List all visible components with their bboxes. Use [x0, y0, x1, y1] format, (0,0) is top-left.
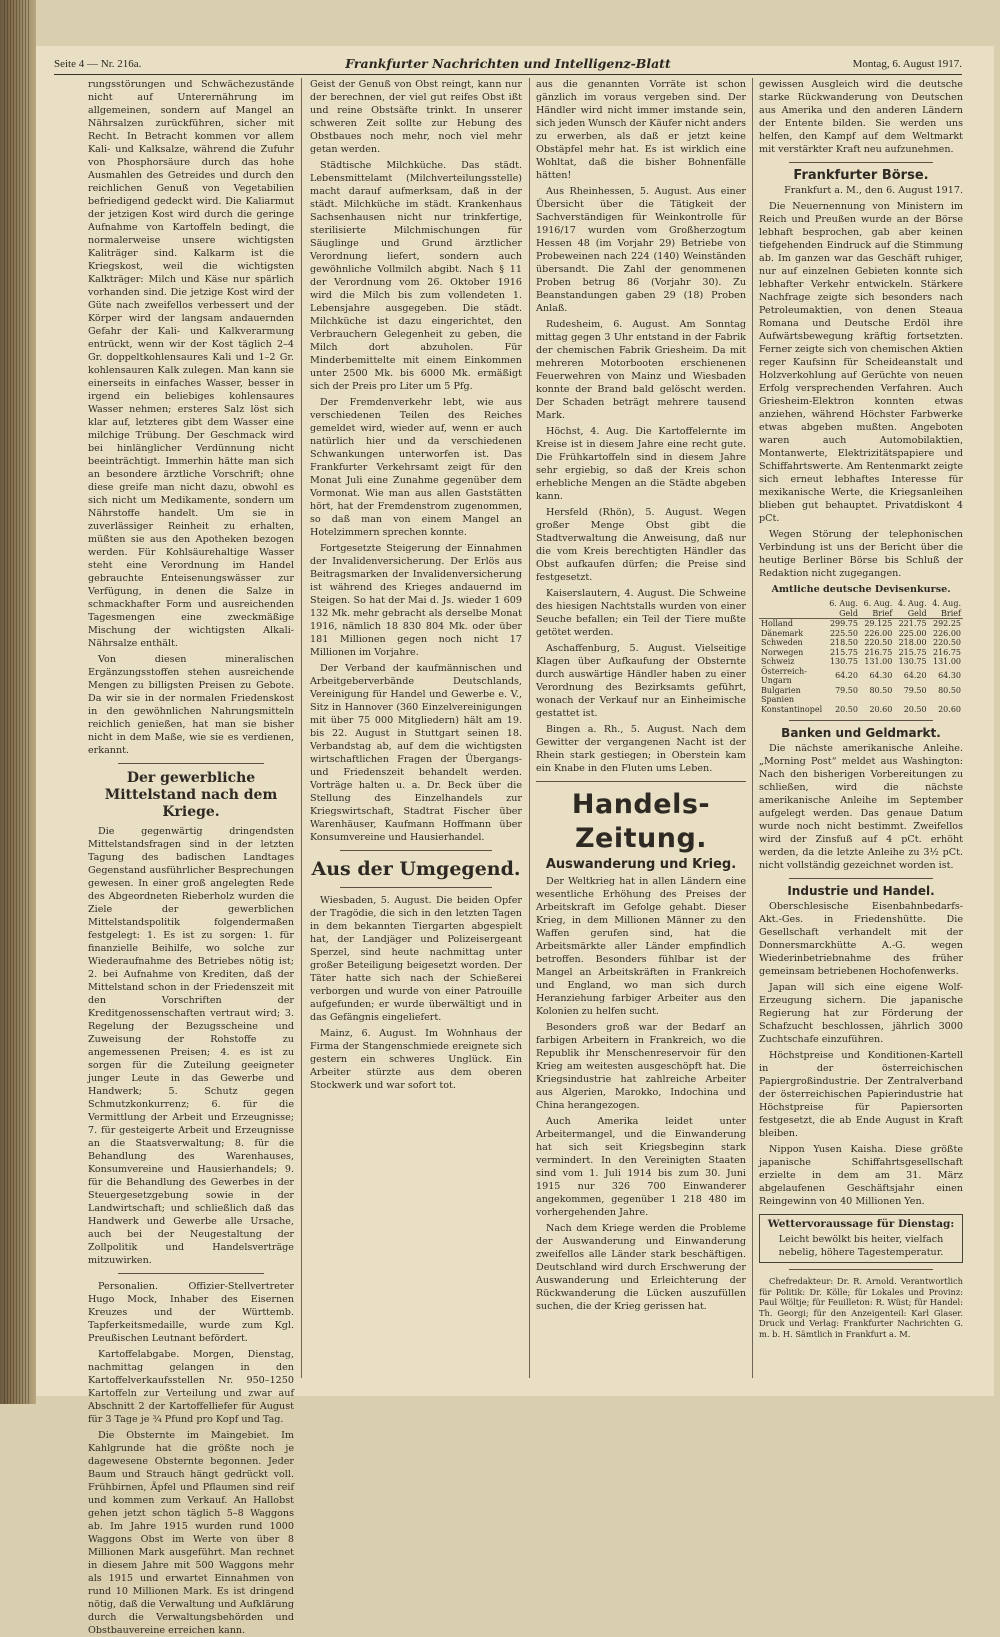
section-heading: Industrie und Handel.	[787, 884, 935, 898]
rate-cell: 20.50	[903, 704, 927, 714]
rate-cell: 215.75	[829, 647, 858, 657]
column-rule-3	[752, 78, 753, 1378]
divider	[340, 850, 492, 851]
rate-cell: 20.60	[938, 704, 961, 714]
rate-cell: 220.50	[864, 638, 893, 647]
column-rule-2	[529, 78, 530, 1378]
divider	[789, 1269, 933, 1270]
rate-cell: 20.50	[835, 704, 858, 714]
table-row	[759, 657, 963, 667]
divider	[340, 887, 492, 888]
rate-cell: 64.20	[903, 671, 927, 681]
currency-name-cell: Österreich-Ungarn	[761, 666, 807, 685]
news-item: Fortgesetzte Steigerung der Einnahmen der Invalidenversicherung. Der Erlös aus Beitragsmarken der Invalidenversicherung ist während des Krieges andauernd im Steigen. So hat der Mai d. Js. wieder 1 609 132 Mk. mehr gebracht als derselbe Monat 1916, nämlich 18 830 804 Mk. oder über 181 Millionen gegen noch nicht 17 Millionen im Vorjahre.	[310, 543, 522, 658]
currency-name-cell: Norwegen	[761, 647, 804, 657]
news-item: Aschaffenburg, 5. August. Vielseitige Klagen über Aufkaufung der Obsternte durch auswärtige Händler haben zu einer Verordnung des Bezirksamts geführt, wonach der Verkauf nur an Einheimische gestattet ist.	[536, 643, 746, 719]
rate-cell: 218.50	[829, 638, 858, 647]
table-header-row	[759, 599, 963, 619]
article-heading: Auswanderung und Krieg.	[545, 857, 737, 872]
rate-cell: 225.00	[898, 628, 927, 638]
rate-cell: 79.50	[835, 685, 858, 695]
rate-cell: 221.75	[898, 619, 927, 628]
news-item: Japan will sich eine eigene Wolf-Erzeugung sichern. Die japanische Regierung hat zur Förderung der Schafzucht beschlossen, jährlich 3000 Zuchtschafe einzuführen.	[759, 982, 963, 1045]
page-header	[54, 56, 962, 75]
news-item: Städtische Milchküche. Das städt. Lebensmittelamt (Milchverteilungsstelle) macht darauf aufmerksam, daß in der städt. Milchküche im städt. Krankenhaus Sachsenhausen nicht nur trinkfertige, sterilisierte Milchmischungen für Säuglinge und Grund ärztlicher Verordnung liefert, sondern auch gewöhnliche Vollmilch abgibt. Nach § 11 der Verordnung vom 26. Oktober 1916 wird die Milch bis zum vollendeten 1. Lebensjahre ausgegeben. Die städt. Milchküche ist dazu eingerichtet, den Verbrauchern Gelegenheit zu geben, die Milch dort abzuholen. Für Minderbemittelte mit einem Einkommen unter 2500 Mk. bis 6000 Mk. ermäßigt sich der Preis pro Liter um 5 Pfg.	[310, 160, 522, 392]
column-2	[310, 78, 522, 1378]
rate-cell: 80.50	[938, 685, 961, 695]
exchange-rates-body	[759, 619, 963, 715]
news-item: Wiesbaden, 5. August. Die beiden Opfer der Tragödie, die sich in den letzten Tagen in dem bekannten Tiergarten abgespielt hat, der Landjäger und Polizeisergeant Sperzel, sind heute nachmittag unter großer Beteiligung beigesetzt worden. Der Täter hatte sich nach der Schießerei verborgen und wurde von einer Patrouille aufgefunden; er wurde überwältigt und in das Gefängnis eingeliefert.	[310, 895, 522, 1023]
news-item: Aus Rheinhessen, 5. August. Aus einer Übersicht über die Tätigkeit der Sachverständigen für Weinkontrolle für 1916/17 wurden vom Großherzogtum Hessen 48 (im Vorjahr 29) Betriebe von Probeweinen nach 224 (140) Weinständen übersandt. Die Zahl der genommenen Proben betrug 86 (Vorjahr 30). Zu Beanstandungen gaben 29 (18) Proben Anlaß.	[536, 186, 746, 314]
rate-cell: 216.75	[933, 647, 961, 657]
rate-cell: 131.00	[933, 657, 961, 666]
rate-cell: 130.75	[898, 657, 927, 666]
table-row	[759, 619, 963, 629]
rate-cell: 216.75	[864, 647, 893, 657]
divider	[118, 1273, 264, 1274]
section-heading: Frankfurter Börse.	[793, 168, 929, 183]
rate-cell: 29.125	[864, 619, 893, 628]
currency-name-cell: Schweden	[761, 638, 803, 647]
divider	[789, 720, 933, 721]
news-item: Höchst, 4. Aug. Die Kartoffelernte im Kreise ist in diesem Jahre eine recht gute. Die Frühkartoffeln sind in diesem Jahre sehr ergiebig, so daß der Kreis schon erhebliche Mengen an die Städte abgeben kann.	[536, 426, 746, 502]
table-header-cell: 6. Aug. Geld	[826, 599, 860, 619]
rate-cell: 225.50	[829, 628, 858, 638]
rate-cell	[860, 695, 894, 705]
rate-cell	[929, 695, 963, 705]
news-item: Die Obsternte im Maingebiet. Im Kahlgrunde hat die größte noch je dagewesene Obsternte begonnen. Jeder Baum und Strauch hängt gedrückt voll. Frühbirnen, Äpfel und Pflaumen sind reif und kommen zum Verkauf. An Hallobst gehen jetzt schon täglich 5–8 Waggons ab. Im Jahre 1915 wurden rund 1000 Waggons Obst im Werte von über 8 Millionen Mark ausgeführt. Man rechnet in diesem Jahre mit 500 Waggons mehr als 1915 und erwartet Einnahmen von rund 10 Millionen Mark. Es ist dringend nötig, daß die Verwaltung und Aufklärung durch die Verwaltungsbehörden und Obstbauvereine erreichen kann.	[88, 1430, 294, 1636]
news-item: Personalien. Offizier-Stellvertreter Hugo Mock, Inhaber des Eisernen Kreuzes und der Württemb. Tapferkeitsmedaille, wurde zum Kgl. Preußischen Leutnant befördert.	[88, 1281, 294, 1344]
news-item: Der Fremdenverkehr lebt, wie aus verschiedenen Teilen des Reiches gemeldet wird, wieder auf, wenn er auch natürlich hier und da verschiedenen Schwankungen unterworfen ist. Das Frankfurter Verkehrsamt zeigt für den Monat Juli eine Zunahme gegenüber dem Vormonat. Wie man aus allen Gaststätten hört, hat der Fremdenstrom zugenommen, so daß man von einem Mangel an Hotelzimmern sprechen konnte.	[310, 397, 522, 538]
column-1	[88, 78, 294, 1636]
news-item: Bingen a. Rh., 5. August. Nach dem Gewitter der vergangenen Nacht ist der Rhein stark gestiegen; in Oberstein kam ein Knabe in den Fluten ums Leben.	[536, 724, 746, 774]
table-row	[759, 705, 963, 715]
news-item: Oberschlesische Eisenbahnbedarfs-Akt.-Ges. in Friedenshütte. Die Gesellschaft verhandelt mit der Donnersmarckhütte A.-G. wegen Wiederinbetriebnahme des früher gemeinsam betriebenen Hochofenwerks.	[759, 901, 963, 977]
rate-cell: 130.75	[829, 657, 858, 666]
column-4	[759, 78, 963, 1378]
article-paragraph: gewissen Ausgleich wird die deutsche starke Rückwanderung von Deutschen aus Amerika und den anderen Ländern der Entente bilden. Sie werden uns helfen, den Kampf auf dem Weltmarkt mit verstärkter Kraft neu aufzunehmen.	[759, 79, 963, 155]
rate-cell: 292.25	[933, 619, 961, 628]
notice: Wegen Störung der telephonischen Verbindung ist uns der Bericht über die heutige Berliner Börse bis Schluß der Redaktion nicht zugegangen.	[759, 529, 963, 579]
rate-cell	[894, 695, 928, 705]
table-row	[759, 638, 963, 648]
news-item: Höchstpreise und Konditionen-Kartell in der österreichischen Papiergroßindustrie. Der Zentralverband der österreichischen Papierindustrie hat Höchstpreise für Papiersorten festgesetzt, die ab Ende August in Kraft bleiben.	[759, 1050, 963, 1139]
rate-cell: 64.20	[835, 671, 858, 681]
table-row	[759, 695, 963, 705]
currency-name-cell: Schweiz	[761, 657, 795, 666]
news-item: Rudesheim, 6. August. Am Sonntag mittag gegen 3 Uhr entstand in der Fabrik der chemischen Fabrik Griesheim. Da mit mehreren Motorbooten erschienenen Feuerwehren von Mainz und Wiesbaden konnte der Brand bald gelöscht werden. Der Schaden beträgt mehrere tausend Mark.	[536, 319, 746, 421]
rate-cell: 226.00	[933, 628, 961, 638]
article-paragraph: Der Weltkrieg hat in allen Ländern eine wesentliche Erhöhung des Preises der Arbeitskraft im Gefolge gehabt. Dieser Krieg, in dem Millionen Männer zu den Waffen gerufen sind, hat die Arbeitsmärkte aller Länder empfindlich betroffen. Besonders fühlbar ist der Mangel an Arbeitskräften in Frankreich und England, wo man sich durch Heranziehung farbiger Arbeiter aus den Kolonien zu helfen sucht.	[536, 876, 746, 1017]
masthead-title: Frankfurter Nachrichten und Intelligenz-Blatt	[345, 56, 671, 71]
section-title: Handels-Zeitung.	[571, 789, 711, 854]
table-row	[759, 667, 963, 686]
divider	[789, 162, 933, 163]
section-heading: Banken und Geldmarkt.	[781, 726, 941, 740]
table-title: Amtliche deutsche Devisenkurse.	[771, 584, 951, 595]
news-item: Mainz, 6. August. Im Wohnhaus der Firma der Stangenschmiede ereignete sich gestern ein schweres Unglück. Ein Arbeiter stürzte aus dem oberen Stockwerk und war sofort tot.	[310, 1028, 522, 1091]
divider	[118, 763, 264, 764]
article-paragraph: Von diesen mineralischen Ergänzungsstoffen stehen ausreichende Mengen zu billigsten Preisen zu Gebote. Da wir sie in der normalen Friedenskost in den gewöhnlichen Nahrungsmitteln reichlich genießen, hat man sie bisher nicht in dem Maße, wie sie es verdienen, erkannt.	[88, 654, 294, 756]
news-item: Kartoffelabgabe. Morgen, Dienstag, nachmittag gelangen in den Kartoffelverkaufsstellen Nr. 950–1250 Kartoffeln zur Verteilung und zwar auf Abschnitt 2 der Kartoffelliefer für August für 3 Tage je ¾ Pfund pro Kopf und Tag.	[88, 1349, 294, 1425]
rate-cell: 80.50	[869, 685, 893, 695]
rate-cell: 220.50	[933, 638, 961, 647]
binding-spine	[0, 0, 36, 1404]
news-item: Kaiserslautern, 4. August. Die Schweine des hiesigen Nachtstalls wurden von einer Seuche befallen; ein Teil der Tiere mußte getötet werden.	[536, 588, 746, 638]
rate-cell: 299.75	[829, 619, 858, 628]
column-rule-1	[301, 78, 302, 1378]
rate-cell: 64.30	[938, 671, 961, 681]
section-heading: Aus der Umgegend.	[311, 858, 521, 880]
rate-cell: 20.60	[869, 704, 893, 714]
weather-title: Wettervoraussage für Dienstag:	[767, 1218, 955, 1230]
rate-cell: 226.00	[864, 628, 893, 638]
weather-forecast-box	[759, 1214, 963, 1263]
currency-name-cell: Dänemark	[761, 628, 804, 638]
imprint: Chefredakteur: Dr. R. Arnold. Verantwortlich für Politik: Dr. Kölle; für Lokales und Provinz: Paul Wöltje; für Feuilleton: R. Wüst; für Handel: Th. Georgi; für den Anzeigenteil: Karl Glaser. Druck und Verlag: Frankfurter Nachrichten G. m. b. H. Sämtlich in Frankfurt a. M.	[759, 1276, 963, 1339]
article-paragraph: aus die genannten Vorräte ist schon gänzlich im voraus vergeben sind. Der Händler wird nicht immer imstande sein, sich jeden Wunsch der Käufer nicht anders zu erwerben, als daß er jetzt keine Obstäpfel mehr hat. Es ist wirklich eine Wohltat, daß die bisher Bohnenfälle hätten!	[536, 79, 746, 181]
article-paragraph: Die Neuernennung von Ministern im Reich und Preußen wurde an der Börse lebhaft besprochen, gab aber keinen tiefgehenden Eindruck auf die Stimmung ab. Im ganzen war das Geschäft ruhiger, nur auf einzelnen Gebieten konnte sich lebhafter Verkehr entwickeln. Stärkere Nachfrage zeigte sich besonders nach Petroleumaktien, von denen Steaua Romana und Deutsche Erdöl ihre Aufwärtsbewegung kräftig fortsetzten. Ferner zeigte sich von chemischen Aktien reger Kaufsinn für Scheideanstalt und Holzverkohlung auf Gerüchte von neuen Erfolg versprechenden Verfahren. Auch Griesheim-Elektron konnten etwas anziehen, während Höchster Farbwerke etwas abgeben mußten. Angeboten waren auch Automobilaktien, Montanwerte, Elektrizitätspapiere und Schiffahrtswerte. Am Rentenmarkt zeigte sich erneut lebhaftes Interesse für mexikanische Werte, die Kriegsanleihen blieben gut behauptet. Privatdiskont 4 pCt.	[759, 201, 963, 524]
weather-text: Leicht bewölkt bis heiter, vielfach nebelig, höhere Tagestemperatur.	[778, 1234, 944, 1258]
article-paragraph: Nach dem Kriege werden die Probleme der Auswanderung und Einwanderung zweifellos alle Länder stark beschäftigen. Deutschland wird durch Erschwerung der Auswanderung und Erleichterung der Rückwanderung die Lücken auszufüllen suchen, die der Krieg gerissen hat.	[536, 1223, 746, 1312]
news-item: Nippon Yusen Kaisha. Diese größte japanische Schiffahrtsgesellschaft erzielte in dem am 31. März abgelaufenen Geschäftsjahr einen Reingewinn von 40 Millionen Yen.	[759, 1144, 963, 1207]
article-heading: Der gewerbliche Mittelstand nach dem Kriege.	[104, 770, 278, 820]
rate-cell: 218.00	[898, 638, 927, 647]
page-number: Seite 4 — Nr. 216a.	[54, 58, 142, 70]
article-paragraph: rungsstörungen und Schwächezustände nicht auf Unterernährung im allgemeinen, sondern auf Mangel an Nährsalzen zurückführen, sicher mit Recht. In Betracht kommen vor allem Kali- und Kalksalze, während die Zufuhr von Phosphorsäure durch das hohe Ausmahlen des Getreides und durch den reichlichen Genuß von Vegetabilien befriedigend gedeckt wird. Die Kaliarmut der jetzigen Kost wird durch die geringe Aufnahme von Kartoffeln bedingt, die normalerweise unsere wichtigsten Kaliträger sind. Kalkarm ist die Kriegskost, weil die wichtigsten Kalkträger: Milch und Käse nur spärlich vorhanden sind. Die jetzige Kost wird der Güte nach zweifellos verbessert und der Körper wird der langsam andauernden Gefahr der Kali- und Kalkverarmung entrückt, wenn wir der Kost täglich 2–4 Gr. doppeltkohlensaures Kali und 1–2 Gr. kohlensauren Kalk zulegen. Man kann sie einerseits in einfaches Wasser, besser in irgend ein beliebiges kohlensaures Wasser nehmen; ersteres Salz löst sich klar auf, letzteres gibt dem Wasser eine milchige Trübung. Der Geschmack wird bei hinlänglicher Verdünnung nicht beeinträchtigt. Immerhin hätte man sich an besondere ärztliche Vorschrift; ohne diese greife man nicht dazu, obwohl es sich nicht um Medikamente, sondern um Nährstoffe handelt. Um sie in zuverlässiger Reinheit zu erhalten, müßten sie aus den Apotheken bezogen werden. Für Kohlsäurehaltige Wasser steht eine Verordnung im Handel gebrauchte Enteisenungswässer zur Verfügung, in denen die Salze in schmackhafter Form und ausreichenden Tagesmengen eine zweckmäßige Mischung der wichtigsten Alkali-Nährsalze enthält.	[88, 79, 294, 649]
table-header-cell: 4. Aug. Brief	[929, 599, 963, 619]
currency-name-cell: Konstantinopel	[761, 704, 823, 714]
issue-date: Montag, 6. August 1917.	[852, 58, 962, 70]
rate-cell: 215.75	[898, 647, 927, 657]
article-paragraph: Auch Amerika leidet unter Arbeitermangel, und die Einwanderung hat sich seit Kriegsbeginn stark vermindert. In den Vereinigten Staaten sind vom 1. Juli 1914 bis zum 30. Juni 1915 nur 326 700 Einwanderer angekommen, gegenüber 1 218 480 im vorhergehenden Jahre.	[536, 1116, 746, 1218]
news-item: Die nächste amerikanische Anleihe. „Morning Post“ meldet aus Washington: Nach den bisherigen Vorbereitungen zu schließen, wird die nächste amerikanische Anleihe im September aufgelegt werden. Das genaue Datum wurde noch nicht bestimmt. Zweifellos wird der Zinsfuß auf 4 pCt. erhöht werden, da die letzte Anleihe zu 3½ pCt. nicht vollständig gezeichnet worden ist.	[759, 743, 963, 871]
rate-cell	[826, 695, 860, 705]
news-item: Hersfeld (Rhön), 5. August. Wegen großer Menge Obst gibt die Stadtverwaltung die Anweisung, daß nur die vom Kreis berechtigten Händler das Obst aufkaufen dürfen; die Preise sind festgesetzt.	[536, 507, 746, 583]
binding-spine-texture	[4, 0, 30, 1404]
rate-cell: 79.50	[903, 685, 927, 695]
news-item: Der Verband der kaufmännischen und Arbeitgeberverbände Deutschlands, Vereinigung für Handel und Gewerbe e. V., Sitz in Hannover (360 Einzelvereinigungen mit über 75 000 Mitgliedern) hält am 19. bis 22. August in Stuttgart seinen 18. Verbandstag ab, auf dem die wichtigsten wirtschaftlichen Fragen der Übergangs- und Friedenszeit behandelt werden. Vorträge halten u. a. Dr. Beck über die Stellung des Einzelhandels zur Kriegswirtschaft, Stadtrat Fischer über Warenhäuser, Kaufmann Hoffmann über Konsumvereine und Hausierhandel.	[310, 663, 522, 843]
rate-cell: 64.30	[869, 671, 893, 681]
table-header-cell: 4. Aug. Geld	[894, 599, 928, 619]
currency-name-cell: Holland	[761, 619, 793, 628]
rate-cell: 131.00	[864, 657, 893, 666]
divider	[789, 878, 933, 879]
column-3	[536, 78, 746, 1378]
dateline: Frankfurt a. M., den 6. August 1917.	[784, 185, 963, 196]
article-paragraph: Die gegenwärtig dringendsten Mittelstandsfragen sind in der letzten Tagung des badischen Landtages Gegenstand ausführlicher Besprechungen gewesen. In einer groß angelegten Rede des Abgeordneten Rieberholz wurden die Ziele der gewerblichen Mittelstandspolitik folgendermaßen festgelegt: 1. Es ist zu sorgen: 1. für finanzielle Beihilfe, wo solche zur Wiederaufnahme des Betriebes nötig ist; 2. bei Aufnahme von Krediten, daß der Mittelstand schon in der Friedenszeit mit den Vorschriften der Kreditgenossenschaften vertraut wird; 3. Regelung der Bezugsscheine und Zuweisung der Rohstoffe zu angemessenen Preisen; 4. es ist zu sorgen für die Zuteilung geeigneter junger Leute in das Gewerbe und Handwerk; 5. Schutz gegen Schmutzkonkurrenz; 6. für die Vermittlung der Arbeit und Erzeugnisse; 7. für gesteigerte Arbeit und Erzeugnisse an die Staatsverwaltung; 8. für die Behandlung des Warenhauses, Konsumvereine und Hausierhandels; 9. für die Behandlung des Gewerbes in der Steuergesetzgebung sowie in der Landwirtschaft; und schließlich daß das Handwerk und Gewerbe alle Ursache, auch bei der Neugestaltung der Zollpolitik und Handelsverträge mitzuwirken.	[88, 826, 294, 1266]
table-row	[759, 686, 963, 696]
table-header-cell	[759, 599, 826, 619]
table-row	[759, 648, 963, 658]
exchange-rates-table	[759, 599, 963, 714]
table-row	[759, 629, 963, 639]
article-paragraph: Besonders groß war der Bedarf an farbigen Arbeitern in Frankreich, wo die Republik ihr Menschenreservoir für den Krieg am weitesten ausgeschöpft hat. Die Kriegsindustrie hat zahlreiche Arbeiter aus Algerien, Marokko, Indochina und China herangezogen.	[536, 1022, 746, 1111]
table-header-cell: 6. Aug. Brief	[860, 599, 894, 619]
article-paragraph: Geist der Genuß von Obst reingt, kann nur der berechnen, der viel gut reifes Obst ißt und reine Obstsäfte trinkt. In unserer schweren Zeit sollte zur Hebung des Obstbaues noch mehr, noch viel mehr getan werden.	[310, 79, 522, 155]
divider	[536, 781, 746, 782]
currency-name-cell: Bulgarien	[761, 685, 801, 695]
currency-name-cell: Spanien	[761, 695, 794, 704]
